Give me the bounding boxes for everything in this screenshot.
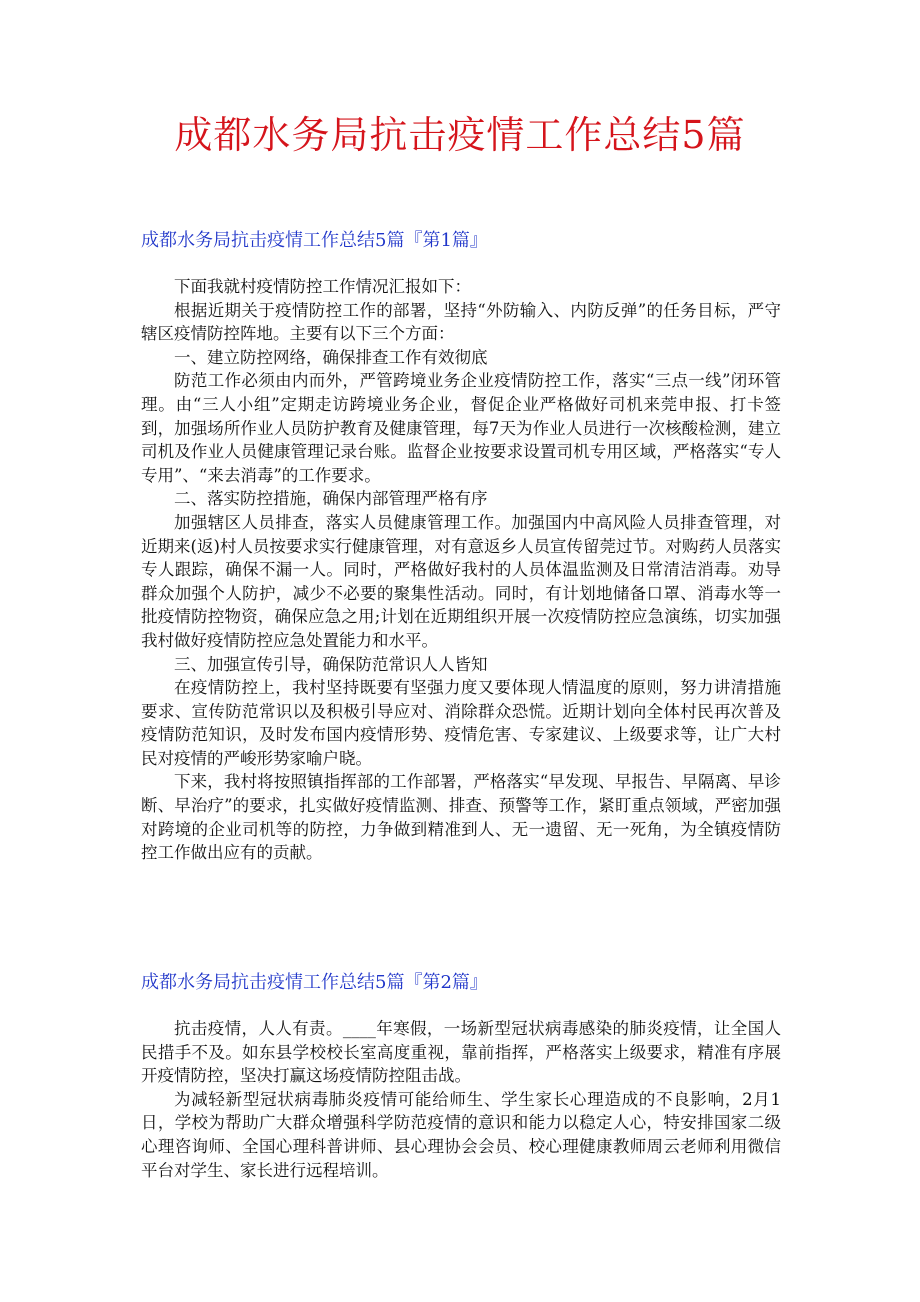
paragraph: 加强辖区人员排查，落实人员健康管理工作。加强国内中高风险人员排查管理，对近期来(返)村人员按要求实行健康管理，对有意返乡人员宣传留莞过节。对购药人员落实专人跟踪，确保不漏一人。同时，严格做好我村的人员体温监测及日常清洁消毒。劝导群众加强个人防护，减少不必要的聚集性活动。同时，有计划地储备口罩、消毒水等一批疫情防控物资，确保应急之用;计划在近期组织开展一次疫情防控应急演练，切实加强我村做好疫情防控应急处置能力和水平。 [141, 512, 781, 650]
paragraph: 三、加强宣传引导，确保防范常识人人皆知 [174, 654, 488, 674]
section-2-heading: 成都水务局抗击疫情工作总结5篇『第2篇』 [141, 972, 488, 993]
section-1-heading: 成都水务局抗击疫情工作总结5篇『第1篇』 [141, 230, 488, 251]
paragraph: 一、建立防控网络，确保排查工作有效彻底 [174, 347, 488, 367]
paragraph: 二、落实防控措施，确保内部管理严格有序 [174, 489, 488, 509]
paragraph: 抗击疫情，人人有责。____年寒假，一场新型冠状病毒感染的肺炎疫情，让全国人民措手不及。如东县学校校长室高度重视，靠前指挥，严格落实上级要求，精准有序展开疫情防控，坚决打赢这场疫情防控阻击战。 [141, 1019, 781, 1086]
paragraph: 防范工作必须由内而外，严管跨境业务企业疫情防控工作，落实“三点一线”闭环管理。由“三人小组”定期走访跨境业务企业，督促企业严格做好司机来莞申报、打卡签到，加强场所作业人员防护教育及健康管理，每7天为作业人员进行一次核酸检测，建立司机及作业人员健康管理记录台账。监督企业按要求设置司机专用区域，严格落实“专人专用”、“来去消毒”的工作要求。 [141, 371, 781, 485]
document-title: 成都水务局抗击疫情工作总结5篇 [174, 113, 746, 157]
paragraph: 为减轻新型冠状病毒肺炎疫情可能给师生、学生家长心理造成的不良影响，2月1日，学校为帮助广大群众增强科学防范疫情的意识和能力以稳定人心，特安排国家二级心理咨询师、全国心理科普讲师、县心理协会会员、校心理健康教师周云老师利用微信平台对学生、家长进行远程培训。 [141, 1089, 781, 1180]
paragraph: 下面我就村疫情防控工作情况汇报如下： [174, 277, 471, 296]
section-1-body [141, 275, 781, 865]
paragraph: 在疫情防控上，我村坚持既要有坚强力度又要体现人情温度的原则，努力讲清措施要求、宣传防范常识以及积极引导应对、消除群众恐慌。近期计划向全体村民再次普及疫情防范知识，及时发布国内疫情形势、疫情危害、专家建议、上级要求等，让广大村民对疫情的严峻形势家喻户晓。 [141, 678, 781, 768]
section-2-body [141, 1017, 781, 1182]
paragraph: 下来，我村将按照镇指挥部的工作部署，严格落实“早发现、早报告、早隔离、早诊断、早治疗”的要求，扎实做好疫情监测、排查、预警等工作，紧盯重点领域，严密加强对跨境的企业司机等的防控，力争做到精准到人、无一遗留、无一死角，为全镇疫情防控工作做出应有的贡献。 [141, 772, 781, 863]
paragraph: 根据近期关于疫情防控工作的部署，坚持“外防输入、内防反弹”的任务目标，严守辖区疫情防控阵地。主要有以下三个方面： [141, 300, 781, 344]
